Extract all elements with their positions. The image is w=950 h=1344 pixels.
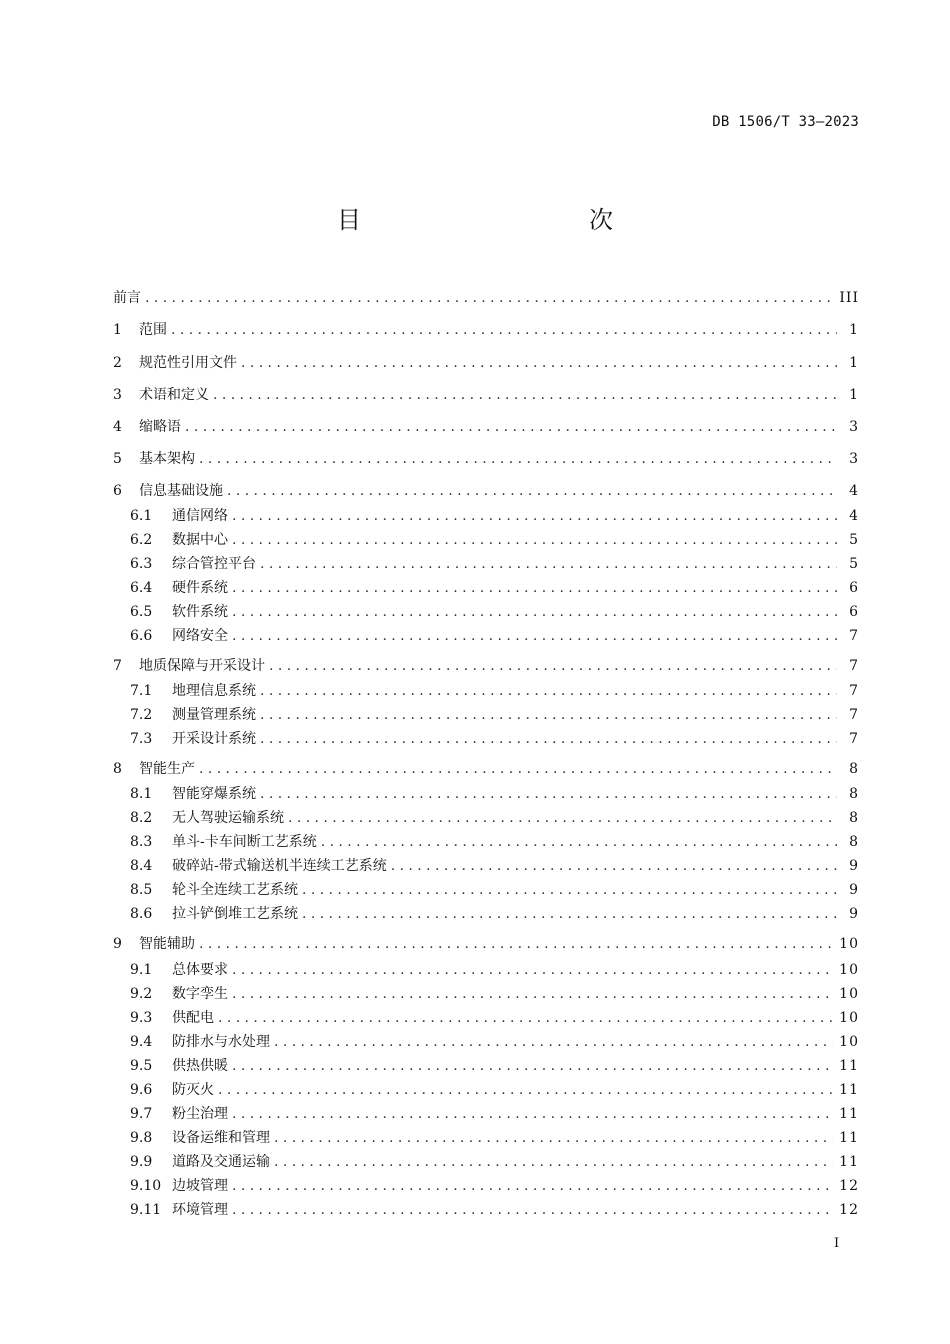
toc-entry[interactable] bbox=[113, 319, 859, 341]
toc-entry-page: 11 bbox=[839, 1130, 859, 1146]
toc-entry[interactable] bbox=[113, 416, 859, 438]
toc-entry-page: 8 bbox=[849, 761, 859, 777]
toc-entry-number: 6.5 bbox=[130, 604, 153, 620]
toc-entry[interactable] bbox=[130, 831, 859, 853]
toc-entry[interactable] bbox=[113, 655, 859, 677]
toc-entry-label: 信息基础设施 bbox=[139, 483, 223, 499]
toc-entry-number: 8.4 bbox=[130, 858, 153, 874]
toc-entry-number: 7.1 bbox=[130, 683, 153, 699]
toc-entry-label: 网络安全 bbox=[172, 628, 228, 644]
toc-dot-leader bbox=[391, 855, 837, 877]
toc-entry-label: 硬件系统 bbox=[172, 580, 228, 596]
toc-entry-label: 通信网络 bbox=[172, 508, 228, 524]
toc-entry-page: 9 bbox=[849, 858, 859, 874]
toc-entry-page: III bbox=[839, 290, 859, 306]
toc-entry-number: 4 bbox=[113, 419, 122, 435]
toc-entry[interactable] bbox=[130, 1055, 859, 1077]
toc-entry-page: 6 bbox=[849, 580, 859, 596]
toc-entry-page: 8 bbox=[849, 834, 859, 850]
toc-entry-label: 破碎站-带式输送机半连续工艺系统 bbox=[172, 858, 387, 874]
toc-entry-page: 11 bbox=[839, 1082, 859, 1098]
toc-entry-number: 9.1 bbox=[130, 962, 153, 978]
toc-entry-number: 9.5 bbox=[130, 1058, 153, 1074]
toc-entry[interactable] bbox=[130, 1007, 859, 1029]
toc-dot-leader bbox=[199, 448, 837, 470]
toc-entry[interactable] bbox=[130, 959, 859, 981]
toc-entry-page: 11 bbox=[839, 1154, 859, 1170]
toc-entry-page: 10 bbox=[839, 1010, 859, 1026]
toc-entry-number: 9.7 bbox=[130, 1106, 153, 1122]
toc-entry-label: 缩略语 bbox=[139, 419, 181, 435]
toc-dot-leader bbox=[241, 352, 837, 374]
toc-entry[interactable] bbox=[130, 625, 859, 647]
toc-entry[interactable] bbox=[130, 1103, 859, 1125]
toc-entry-number: 6.1 bbox=[130, 508, 153, 524]
toc-entry-number: 6.3 bbox=[130, 556, 153, 572]
toc-dot-leader bbox=[232, 577, 837, 599]
document-code: DB 1506/T 33—2023 bbox=[712, 114, 859, 130]
toc-entry-page: 7 bbox=[849, 731, 859, 747]
toc-entry-number: 8.2 bbox=[130, 810, 153, 826]
toc-entry-label: 地质保障与开采设计 bbox=[139, 658, 265, 674]
toc-dot-leader bbox=[302, 903, 837, 925]
toc-entry-number: 6.4 bbox=[130, 580, 153, 596]
toc-entry-page: 6 bbox=[849, 604, 859, 620]
toc-entry-label: 术语和定义 bbox=[139, 387, 209, 403]
toc-dot-leader bbox=[274, 1031, 833, 1053]
toc-entry-page: 7 bbox=[849, 683, 859, 699]
toc-entry-page: 10 bbox=[839, 936, 859, 952]
toc-entry-label: 道路及交通运输 bbox=[172, 1154, 270, 1170]
toc-entry-number: 8.5 bbox=[130, 882, 153, 898]
toc-dot-leader bbox=[232, 505, 837, 527]
toc-dot-leader bbox=[171, 319, 837, 341]
toc-entry-page: 12 bbox=[839, 1178, 859, 1194]
toc-entry-page: 9 bbox=[849, 906, 859, 922]
toc-entry[interactable] bbox=[113, 480, 859, 502]
toc-entry-label: 规范性引用文件 bbox=[139, 355, 237, 371]
toc-entry[interactable] bbox=[130, 553, 859, 575]
toc-dot-leader bbox=[274, 1127, 833, 1149]
toc-entry-label: 防排水与水处理 bbox=[172, 1034, 270, 1050]
toc-dot-leader bbox=[260, 783, 837, 805]
toc-entry[interactable] bbox=[130, 807, 859, 829]
toc-entry-label: 防灭火 bbox=[172, 1082, 214, 1098]
toc-entry[interactable] bbox=[113, 448, 859, 470]
toc-dot-leader bbox=[321, 831, 837, 853]
toc-entry[interactable] bbox=[130, 903, 859, 925]
toc-entry-label: 总体要求 bbox=[172, 962, 228, 978]
toc-entry-label: 范围 bbox=[139, 322, 167, 338]
toc-dot-leader bbox=[199, 758, 837, 780]
toc-entry-page: 1 bbox=[849, 355, 859, 371]
toc-dot-leader bbox=[269, 655, 837, 677]
toc-title: 目 次 bbox=[337, 206, 673, 234]
toc-entry-page: 7 bbox=[849, 628, 859, 644]
toc-dot-leader bbox=[232, 1103, 833, 1125]
toc-entry-label: 基本架构 bbox=[139, 451, 195, 467]
toc-entry-label: 单斗-卡车间断工艺系统 bbox=[172, 834, 317, 850]
toc-entry[interactable] bbox=[113, 352, 859, 374]
toc-dot-leader bbox=[199, 933, 833, 955]
toc-entry-number: 9.2 bbox=[130, 986, 153, 1002]
toc-dot-leader bbox=[232, 625, 837, 647]
toc-entry-number: 7.3 bbox=[130, 731, 153, 747]
toc-entry-page: 3 bbox=[849, 451, 859, 467]
toc-entry[interactable] bbox=[113, 287, 859, 309]
toc-entry-label: 智能辅助 bbox=[139, 936, 195, 952]
toc-dot-leader bbox=[232, 1199, 833, 1221]
toc-entry-label: 综合管控平台 bbox=[172, 556, 256, 572]
toc-entry-label: 无人驾驶运输系统 bbox=[172, 810, 284, 826]
toc-dot-leader bbox=[288, 807, 837, 829]
toc-dot-leader bbox=[232, 529, 837, 551]
toc-dot-leader bbox=[260, 553, 837, 575]
toc-dot-leader bbox=[232, 983, 833, 1005]
toc-entry-label: 前言 bbox=[113, 290, 141, 306]
toc-entry-label: 设备运维和管理 bbox=[172, 1130, 270, 1146]
toc-entry-label: 供配电 bbox=[172, 1010, 214, 1026]
toc-entry[interactable] bbox=[130, 505, 859, 527]
toc-entry-number: 6.6 bbox=[130, 628, 153, 644]
toc-entry-page: 5 bbox=[849, 556, 859, 572]
toc-dot-leader bbox=[302, 879, 837, 901]
toc-entry-page: 11 bbox=[839, 1106, 859, 1122]
toc-entry-number: 9.4 bbox=[130, 1034, 153, 1050]
toc-entry[interactable] bbox=[130, 1175, 859, 1197]
toc-entry[interactable] bbox=[130, 601, 859, 623]
toc-dot-leader bbox=[260, 728, 837, 750]
toc-entry[interactable] bbox=[130, 1127, 859, 1149]
toc-entry-label: 粉尘治理 bbox=[172, 1106, 228, 1122]
toc-entry-page: 10 bbox=[839, 1034, 859, 1050]
toc-entry[interactable] bbox=[113, 758, 859, 780]
toc-entry-page: 7 bbox=[849, 658, 859, 674]
toc-entry-number: 9.8 bbox=[130, 1130, 153, 1146]
toc-entry-page: 12 bbox=[839, 1202, 859, 1218]
toc-entry[interactable] bbox=[130, 728, 859, 750]
toc-entry-page: 4 bbox=[849, 483, 859, 499]
toc-entry-number: 9.3 bbox=[130, 1010, 153, 1026]
toc-dot-leader bbox=[213, 384, 837, 406]
toc-entry[interactable] bbox=[130, 1199, 859, 1221]
toc-dot-leader bbox=[260, 680, 837, 702]
toc-entry-number: 6.2 bbox=[130, 532, 153, 548]
toc-entry-number: 7.2 bbox=[130, 707, 153, 723]
toc-entry[interactable] bbox=[130, 783, 859, 805]
toc-entry-label: 数据中心 bbox=[172, 532, 228, 548]
toc-entry-number: 5 bbox=[113, 451, 122, 467]
toc-entry[interactable] bbox=[113, 933, 859, 955]
toc-entry-label: 智能生产 bbox=[139, 761, 195, 777]
toc-dot-leader bbox=[232, 1175, 833, 1197]
toc-entry-label: 地理信息系统 bbox=[172, 683, 256, 699]
toc-entry-label: 拉斗铲倒堆工艺系统 bbox=[172, 906, 298, 922]
toc-entry[interactable] bbox=[130, 855, 859, 877]
toc-dot-leader bbox=[260, 704, 837, 726]
toc-dot-leader bbox=[274, 1151, 833, 1173]
toc-entry[interactable] bbox=[130, 1079, 859, 1101]
toc-entry-page: 8 bbox=[849, 810, 859, 826]
toc-entry[interactable] bbox=[130, 704, 859, 726]
toc-entry-number: 1 bbox=[113, 322, 122, 338]
toc-entry-number: 9 bbox=[113, 936, 122, 952]
toc-dot-leader bbox=[185, 416, 837, 438]
toc-dot-leader bbox=[232, 601, 837, 623]
toc-entry[interactable] bbox=[130, 529, 859, 551]
toc-entry-label: 软件系统 bbox=[172, 604, 228, 620]
toc-dot-leader bbox=[232, 1055, 833, 1077]
toc-entry-number: 8.6 bbox=[130, 906, 153, 922]
toc-entry-number: 8.3 bbox=[130, 834, 153, 850]
toc-entry-number: 8 bbox=[113, 761, 122, 777]
toc-dot-leader bbox=[232, 959, 833, 981]
toc-entry-label: 环境管理 bbox=[172, 1202, 228, 1218]
toc-entry-number: 3 bbox=[113, 387, 122, 403]
page-number: I bbox=[834, 1236, 840, 1251]
toc-entry-label: 智能穿爆系统 bbox=[172, 786, 256, 802]
toc-entry-page: 7 bbox=[849, 707, 859, 723]
toc-entry-page: 9 bbox=[849, 882, 859, 898]
toc-entry-number: 6 bbox=[113, 483, 122, 499]
toc-entry[interactable] bbox=[130, 1031, 859, 1053]
toc-entry[interactable] bbox=[130, 577, 859, 599]
toc-entry-label: 测量管理系统 bbox=[172, 707, 256, 723]
toc-entry-page: 1 bbox=[849, 322, 859, 338]
toc-entry[interactable] bbox=[130, 983, 859, 1005]
toc-entry-number: 9.10 bbox=[130, 1178, 162, 1194]
toc-entry[interactable] bbox=[113, 384, 859, 406]
toc-entry-label: 边坡管理 bbox=[172, 1178, 228, 1194]
toc-entry-label: 开采设计系统 bbox=[172, 731, 256, 747]
toc-entry-label: 轮斗全连续工艺系统 bbox=[172, 882, 298, 898]
toc-dot-leader bbox=[145, 287, 833, 309]
toc-entry-page: 1 bbox=[849, 387, 859, 403]
toc-dot-leader bbox=[227, 480, 837, 502]
toc-dot-leader bbox=[218, 1079, 833, 1101]
toc-entry-page: 10 bbox=[839, 962, 859, 978]
toc-entry-number: 9.11 bbox=[130, 1202, 162, 1218]
toc-dot-leader bbox=[218, 1007, 833, 1029]
toc-entry-label: 供热供暖 bbox=[172, 1058, 228, 1074]
toc-entry[interactable] bbox=[130, 1151, 859, 1173]
toc-entry-page: 8 bbox=[849, 786, 859, 802]
toc-entry-number: 9.9 bbox=[130, 1154, 153, 1170]
toc-entry-number: 2 bbox=[113, 355, 122, 371]
toc-entry-page: 11 bbox=[839, 1058, 859, 1074]
toc-entry-label: 数字孪生 bbox=[172, 986, 228, 1002]
toc-entry-page: 4 bbox=[849, 508, 859, 524]
toc-entry-page: 3 bbox=[849, 419, 859, 435]
toc-entry[interactable] bbox=[130, 680, 859, 702]
toc-entry-number: 9.6 bbox=[130, 1082, 153, 1098]
toc-entry-page: 10 bbox=[839, 986, 859, 1002]
toc-entry-number: 8.1 bbox=[130, 786, 153, 802]
toc-entry-number: 7 bbox=[113, 658, 122, 674]
toc-entry-page: 5 bbox=[849, 532, 859, 548]
toc-entry[interactable] bbox=[130, 879, 859, 901]
